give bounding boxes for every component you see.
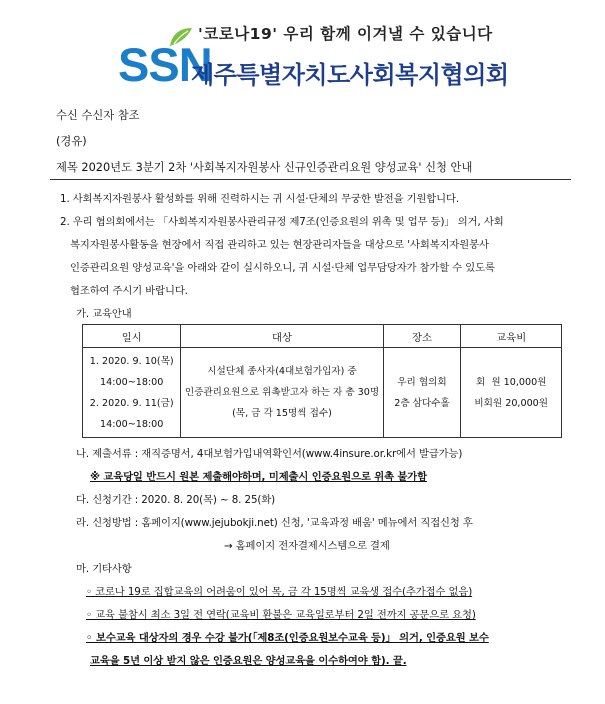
- subject: 제목 2020년도 3분기 2차 '사회복지자원봉사 신규인증관리요원 양성교육' 신청 안내: [56, 161, 473, 174]
- section-ra-line-1: 라. 신청방법 : 홈페이지(www.jejubokji.net) 신청, '교육과정 배움' 메뉴에서 직접신청 후: [76, 517, 473, 529]
- paragraph-2-line-3: 인증관리요원 양성교육'을 아래와 같이 실시하오니, 귀 시설·단체 업무담당자가 참가할 수 있도록: [70, 262, 495, 274]
- header-fee: 교육비: [461, 325, 562, 348]
- paragraph-2-line-4: 협조하여 주시기 바랍니다.: [70, 285, 188, 297]
- cell-place: [383, 348, 461, 438]
- via: (경유): [56, 135, 87, 148]
- cell-target: [181, 348, 383, 438]
- date-2: 2. 2020. 9. 11(금): [89, 397, 174, 409]
- recipient: 수신 수신자 참조: [56, 109, 140, 122]
- section-ra-line-2: → 홈페이지 전자결제시스템으로 결제: [224, 540, 390, 552]
- header-target: 대상: [181, 325, 383, 348]
- date-1: 1. 2020. 9. 10(목): [89, 355, 174, 367]
- org-name: 제주특별자치도사회복지협의회: [191, 61, 509, 89]
- section-da-period: 다. 신청기간 : 2020. 8. 20(목) ~ 8. 25(화): [76, 494, 276, 506]
- header-datetime: 일시: [83, 325, 181, 348]
- time-1: 14:00~18:00: [100, 376, 164, 388]
- target-line-3: (목, 금 각 15명씩 접수): [232, 408, 332, 419]
- place-line-2: 2층 삼다수홀: [394, 397, 450, 409]
- section-ma-title: 마. 기타사항: [76, 563, 132, 575]
- table-header-row: [83, 325, 562, 348]
- place-line-1: 우리 협의회: [397, 376, 447, 388]
- section-ma-item-2: ◦ 교육 불참시 최소 3일 전 연락(교육비 환불은 교육일로부터 2일 전까지 공문으로 요청): [86, 609, 476, 621]
- section-na-note: ※ 교육당일 반드시 원본 제출해야하며, 미제출시 인증요원으로 위촉 불가함: [90, 471, 428, 483]
- fee-nonmember: 비회원 20,000원: [474, 397, 549, 409]
- cell-datetime: [83, 348, 181, 438]
- slogan: '코로나19' 우리 함께 이겨낼 수 있습니다: [198, 25, 493, 43]
- cell-fee: [461, 348, 562, 438]
- section-ma-item-3-line-2: 교육을 5년 이상 받지 않은 인증요원은 양성교육을 이수하여야 함). 끝.: [90, 655, 407, 667]
- section-ga-title: 가. 교육안내: [76, 308, 132, 320]
- fee-member: 회 원 10,000원: [475, 376, 547, 388]
- target-line-1: 시설단체 종사자(4대보험가입자) 중: [207, 366, 357, 377]
- logo-text: SSN: [118, 38, 212, 91]
- education-table: [82, 324, 562, 438]
- time-2: 14:00~18:00: [100, 418, 164, 430]
- target-line-2: 인증관리요원으로 위촉받고자 하는 자 총 30명: [184, 387, 380, 398]
- paragraph-2-line-2: 복지자원봉사활동을 현장에서 직접 관리하고 있는 현장관리자들을 대상으로 '사회복지자원봉사: [70, 239, 489, 251]
- paragraph-2-line-1: 2. 우리 협의회에서는 「사회복지자원봉사관리규정 제7조(인증요원의 위촉 및 업무 등)」 의거, 사회: [60, 216, 504, 228]
- section-na-line-1: 나. 제출서류 : 재직증명서, 4대보험가입내역확인서(www.4insure.or.kr에서 발급가능): [76, 448, 463, 460]
- header-place: 장소: [383, 325, 461, 348]
- section-ma-item-3-line-1: ◦ 보수교육 대상자의 경우 수강 불가(「제8조(인증요원보수교육 등)」 의거, 인증요원 보수: [86, 632, 489, 644]
- section-ma-item-1: ◦ 코로나 19로 집합교육의 어려움이 있어 목, 금 각 15명씩 교육생 접수(추가접수 없음): [86, 586, 473, 598]
- table-row: [83, 348, 562, 438]
- paragraph-1: 1. 사회복지자원봉사 활성화를 위해 진력하시는 귀 시설·단체의 무궁한 발전을 기원합니다.: [60, 193, 460, 205]
- subject-divider: [50, 179, 571, 180]
